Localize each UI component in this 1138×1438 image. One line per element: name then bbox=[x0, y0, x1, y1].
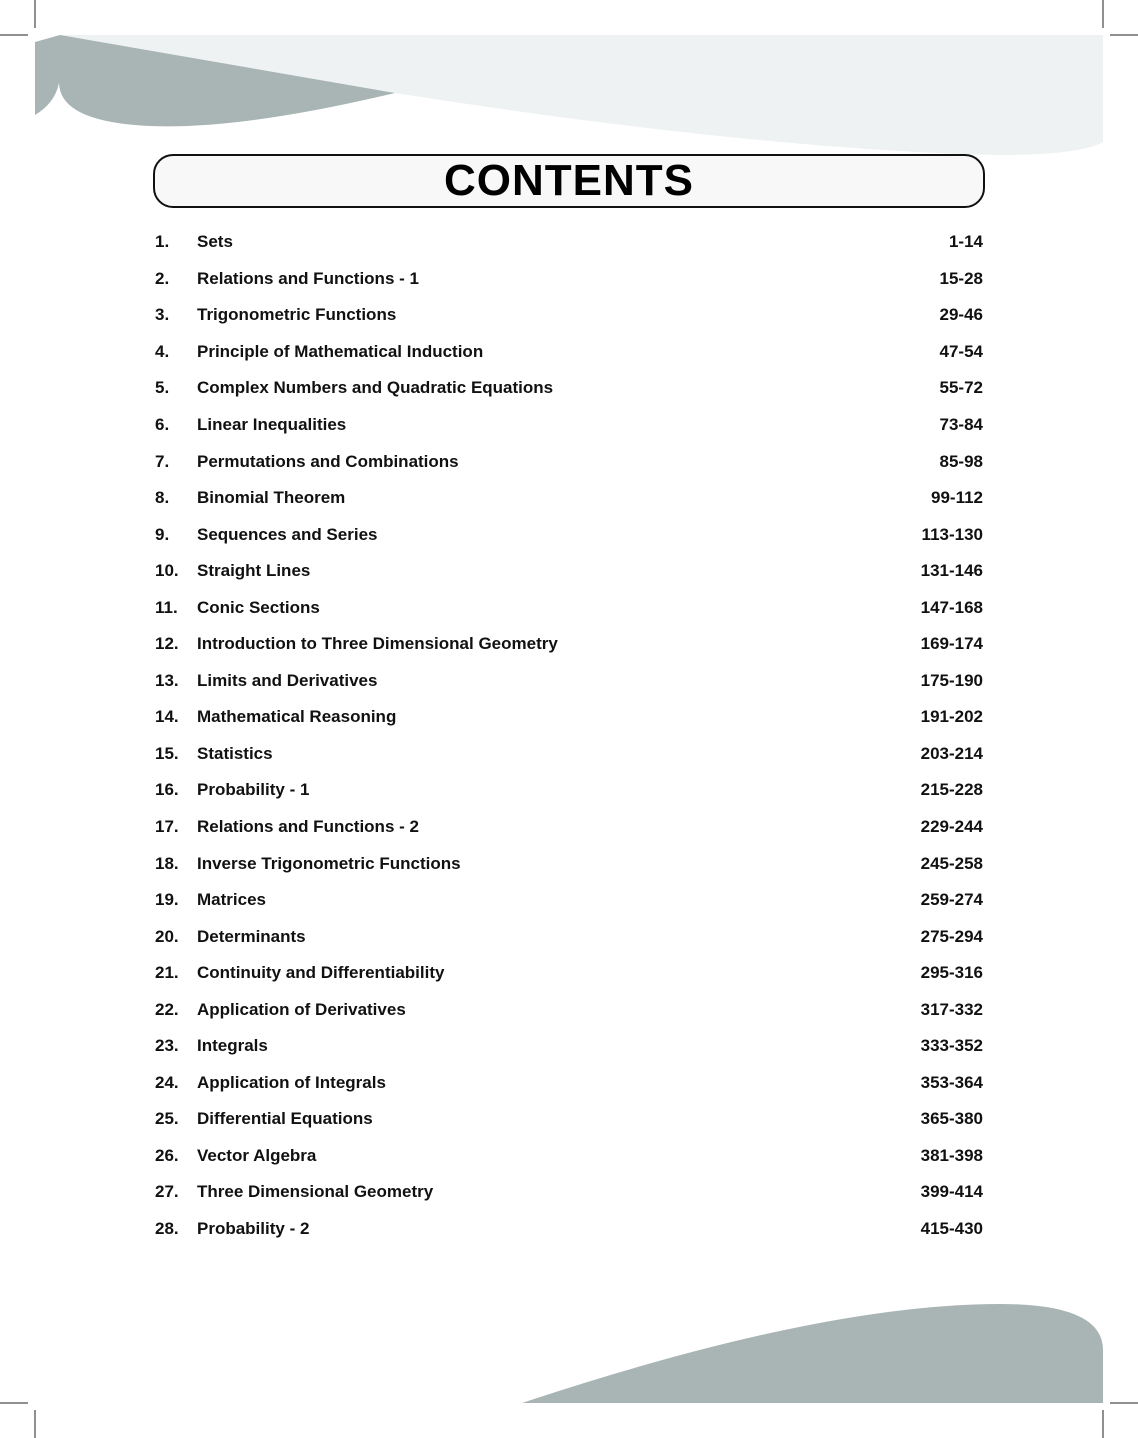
page-range: 1-14 bbox=[948, 232, 983, 252]
chapter-title: Matrices bbox=[197, 890, 266, 910]
page-range: 275-294 bbox=[920, 926, 983, 946]
chapter-number: 12. bbox=[155, 634, 179, 654]
chapter-title: Complex Numbers and Quadratic Equations bbox=[197, 378, 554, 398]
page-range: 259-274 bbox=[920, 890, 983, 910]
chapter-title: Principle of Mathematical Induction bbox=[197, 341, 484, 361]
page-range: 99-112 bbox=[931, 488, 983, 508]
page-range: 365-380 bbox=[920, 1109, 983, 1129]
chapter-title: Statistics bbox=[197, 743, 273, 763]
chapter-number: 9. bbox=[155, 524, 170, 544]
chapter-title: Relations and Functions - 2 bbox=[197, 817, 419, 837]
chapter-title: Inverse Trigonometric Functions bbox=[197, 853, 461, 873]
chapter-title: Continuity and Differentiability bbox=[197, 963, 445, 983]
toc-entry[interactable] bbox=[155, 589, 983, 626]
chapter-number: 1. bbox=[155, 232, 170, 252]
chapter-title: Sets bbox=[197, 232, 233, 252]
toc-entry[interactable] bbox=[155, 443, 983, 480]
page-range: 29-46 bbox=[939, 305, 983, 325]
chapter-number: 3. bbox=[155, 305, 170, 325]
toc-entry[interactable] bbox=[155, 845, 983, 882]
chapter-number: 25. bbox=[155, 1109, 179, 1129]
page-range: 333-352 bbox=[920, 1036, 983, 1056]
page-range: 191-202 bbox=[920, 707, 983, 727]
chapter-number: 18. bbox=[155, 853, 179, 873]
page-range: 245-258 bbox=[920, 853, 983, 873]
page-range: 229-244 bbox=[920, 817, 983, 837]
toc-entry[interactable] bbox=[155, 1174, 983, 1211]
chapter-number: 24. bbox=[155, 1072, 179, 1092]
chapter-title: Vector Algebra bbox=[197, 1145, 317, 1165]
toc-entry[interactable] bbox=[155, 261, 983, 298]
chapter-number: 14. bbox=[155, 707, 179, 727]
chapter-title: Sequences and Series bbox=[197, 524, 378, 544]
chapter-title: Probability - 2 bbox=[197, 1219, 310, 1239]
toc-entry[interactable] bbox=[155, 1211, 983, 1248]
page-range: 147-168 bbox=[920, 597, 983, 617]
chapter-number: 11. bbox=[155, 597, 178, 617]
page-range: 353-364 bbox=[920, 1072, 983, 1092]
chapter-title: Application of Derivatives bbox=[197, 999, 406, 1019]
page-range: 381-398 bbox=[920, 1145, 983, 1165]
toc-entry[interactable] bbox=[155, 699, 983, 736]
toc-entry[interactable] bbox=[155, 626, 983, 663]
toc-entry[interactable] bbox=[155, 1101, 983, 1138]
toc-entry[interactable] bbox=[155, 516, 983, 553]
chapter-title: Determinants bbox=[197, 926, 306, 946]
toc-entry[interactable] bbox=[155, 736, 983, 773]
chapter-number: 27. bbox=[155, 1182, 179, 1202]
toc-entry[interactable] bbox=[155, 955, 983, 992]
chapter-title: Integrals bbox=[197, 1036, 268, 1056]
toc-entry[interactable] bbox=[155, 407, 983, 444]
chapter-number: 7. bbox=[155, 451, 170, 471]
page-range: 415-430 bbox=[920, 1219, 983, 1239]
chapter-number: 17. bbox=[155, 817, 179, 837]
toc-entry[interactable] bbox=[155, 772, 983, 809]
chapter-title: Straight Lines bbox=[197, 561, 311, 581]
page-range: 169-174 bbox=[920, 634, 983, 654]
chapter-title: Mathematical Reasoning bbox=[197, 707, 397, 727]
chapter-number: 20. bbox=[155, 926, 179, 946]
chapter-title: Application of Integrals bbox=[197, 1072, 386, 1092]
chapter-number: 13. bbox=[155, 670, 179, 690]
chapter-title: Binomial Theorem bbox=[197, 488, 346, 508]
page-range: 399-414 bbox=[920, 1182, 983, 1202]
chapter-title: Permutations and Combinations bbox=[197, 451, 459, 471]
toc-entry[interactable] bbox=[155, 370, 983, 407]
chapter-number: 2. bbox=[155, 268, 170, 288]
chapter-title: Conic Sections bbox=[197, 597, 320, 617]
toc-entry[interactable] bbox=[155, 480, 983, 517]
chapter-number: 15. bbox=[155, 743, 179, 763]
chapter-number: 8. bbox=[155, 488, 170, 508]
contents-title-box bbox=[153, 154, 985, 208]
page-range: 47-54 bbox=[939, 341, 983, 361]
chapter-number: 28. bbox=[155, 1219, 179, 1239]
page-title: CONTENTS bbox=[444, 156, 694, 205]
toc-entry[interactable] bbox=[155, 297, 983, 334]
chapter-number: 26. bbox=[155, 1145, 179, 1165]
toc-entry[interactable] bbox=[155, 334, 983, 371]
toc-entry[interactable] bbox=[155, 882, 983, 919]
page-range: 73-84 bbox=[939, 415, 983, 434]
toc-entry[interactable] bbox=[155, 918, 983, 955]
chapter-number: 21. bbox=[155, 963, 179, 983]
chapter-number: 6. bbox=[155, 415, 170, 434]
chapter-number: 4. bbox=[155, 341, 170, 361]
toc-entry[interactable] bbox=[155, 224, 983, 261]
page-range: 113-130 bbox=[921, 524, 983, 544]
toc-entry[interactable] bbox=[155, 991, 983, 1028]
page-range: 131-146 bbox=[920, 561, 983, 581]
chapter-title: Introduction to Three Dimensional Geometry bbox=[197, 634, 558, 654]
page-range: 175-190 bbox=[920, 670, 983, 690]
chapter-title: Differential Equations bbox=[197, 1109, 373, 1129]
toc-entry[interactable] bbox=[155, 1028, 983, 1065]
table-of-contents bbox=[155, 224, 983, 1247]
toc-entry[interactable] bbox=[155, 1138, 983, 1175]
toc-entry[interactable] bbox=[155, 553, 983, 590]
chapter-number: 5. bbox=[155, 378, 170, 398]
page-range: 15-28 bbox=[939, 268, 983, 288]
chapter-title: Probability - 1 bbox=[197, 780, 310, 800]
chapter-title: Trigonometric Functions bbox=[197, 305, 397, 325]
toc-entry[interactable] bbox=[155, 1065, 983, 1102]
chapter-title: Linear Inequalities bbox=[197, 415, 347, 434]
chapter-number: 19. bbox=[155, 890, 179, 910]
chapter-title: Three Dimensional Geometry bbox=[197, 1182, 434, 1202]
chapter-number: 16. bbox=[155, 780, 179, 800]
page-range: 55-72 bbox=[939, 378, 983, 398]
page-range: 215-228 bbox=[920, 780, 983, 800]
page-range: 85-98 bbox=[939, 451, 983, 471]
page-range: 203-214 bbox=[920, 743, 983, 763]
toc-entry[interactable] bbox=[155, 809, 983, 846]
chapter-title: Limits and Derivatives bbox=[197, 670, 378, 690]
chapter-title: Relations and Functions - 1 bbox=[197, 268, 419, 288]
chapter-number: 23. bbox=[155, 1036, 179, 1056]
chapter-number: 22. bbox=[155, 999, 179, 1019]
page-range: 317-332 bbox=[920, 999, 983, 1019]
bottom-dark-band bbox=[522, 1304, 1103, 1403]
toc-entry[interactable] bbox=[155, 663, 983, 700]
page-range: 295-316 bbox=[920, 963, 983, 983]
chapter-number: 10. bbox=[155, 561, 179, 581]
